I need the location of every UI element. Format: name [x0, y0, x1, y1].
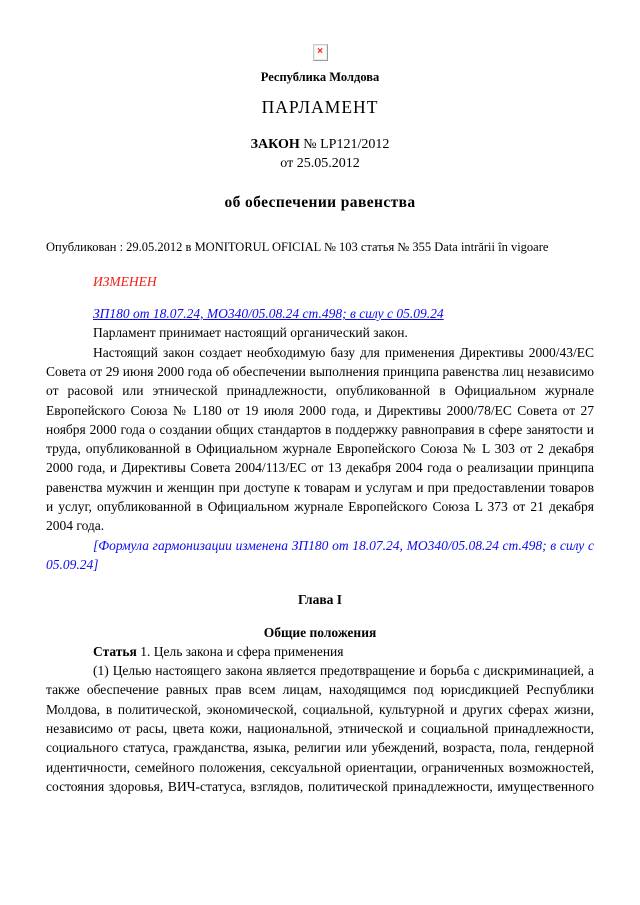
institution-name: ПАРЛАМЕНТ	[261, 97, 379, 118]
harmonization-note: [Формула гармонизации изменена ЗП180 от 18.07.24, МО340/05.08.24 ст.498; в силу с 05.09.24]	[46, 537, 594, 572]
intro-paragraph: Настоящий закон создает необходимую базу для применения Директивы 2000/43/ЕС Совета от 29 июня 2000 года об обеспечении выполнения принципа равенства лиц независимо от расовой или этнической принадлежности, опубликованной в Официальном журнале Европейского Союза № L180 от 19 июля 2000 года, и Директивы 2000/78/ЕС Совета от 27 ноября 2000 года о создании общих стандартов в поддержку равноправия в сфере занятости и труда, опубликованной в Официальном журнале Европейского Союза № L 303 от 2 декабря 2000 года, и Директивы Совета 2004/113/ЕС от 13 декабря 2004 года о реализации принципа равенства мужчин и женщин при доступе к товарам и услугам и при предоставлении товаров и услуг, опубликованной в Официальном журнале Европейского Союза L 373 от 21 декабря 2004 года.	[46, 344, 594, 534]
chapter-title: Общие положения	[263, 624, 377, 640]
law-number-line	[46, 135, 594, 154]
article-paragraph: (1) Целью настоящего закона является предотвращение и борьба с дискриминацией, а также обеспечение равных прав всем лицам, находящимся под юрисдикцией Республики Молдова, в политической, экономической, социальной, культурной и других сферах жизни, независимо от расы, цвета кожи, национальной, этнической и социальной принадлежности, социального статуса, гражданства, языка, религии или убеждений, возраста, пола, гендерной идентичности, семейного положения, сексуальной ориентации, ограниченных возможностей, состояния здоровья, ВИЧ-статуса, взглядов, политической принадлежности, имущественного	[46, 663, 594, 794]
amendment-line	[46, 304, 594, 323]
published-line: Опубликован : 29.05.2012 в MONITORUL OFICIAL № 103 статья № 355 Data intrării în vigoare	[46, 240, 549, 255]
amendment-link[interactable]: ЗП180 от 18.07.24, МО340/05.08.24 ст.498; в силу с 05.09.24	[93, 306, 444, 322]
header-icon-row	[46, 44, 594, 62]
law-number: № LP121/2012	[303, 136, 390, 152]
law-date: от 25.05.2012	[280, 155, 360, 171]
amended-label: ИЗМЕНЕН	[93, 273, 157, 289]
country-name: Республика Молдова	[260, 70, 380, 84]
law-label: ЗАКОН	[250, 136, 300, 152]
article-heading	[46, 642, 594, 661]
preamble: Парламент принимает настоящий органический закон.	[93, 325, 408, 341]
article-label: Статья	[93, 643, 137, 659]
broken-image-icon	[313, 44, 328, 61]
article-title: 1. Цель закона и сфера применения	[136, 643, 344, 659]
broken-image-glyph: ×	[317, 46, 323, 57]
law-title: об обеспечении равенства	[224, 194, 416, 212]
chapter-heading: Глава I	[297, 592, 343, 608]
